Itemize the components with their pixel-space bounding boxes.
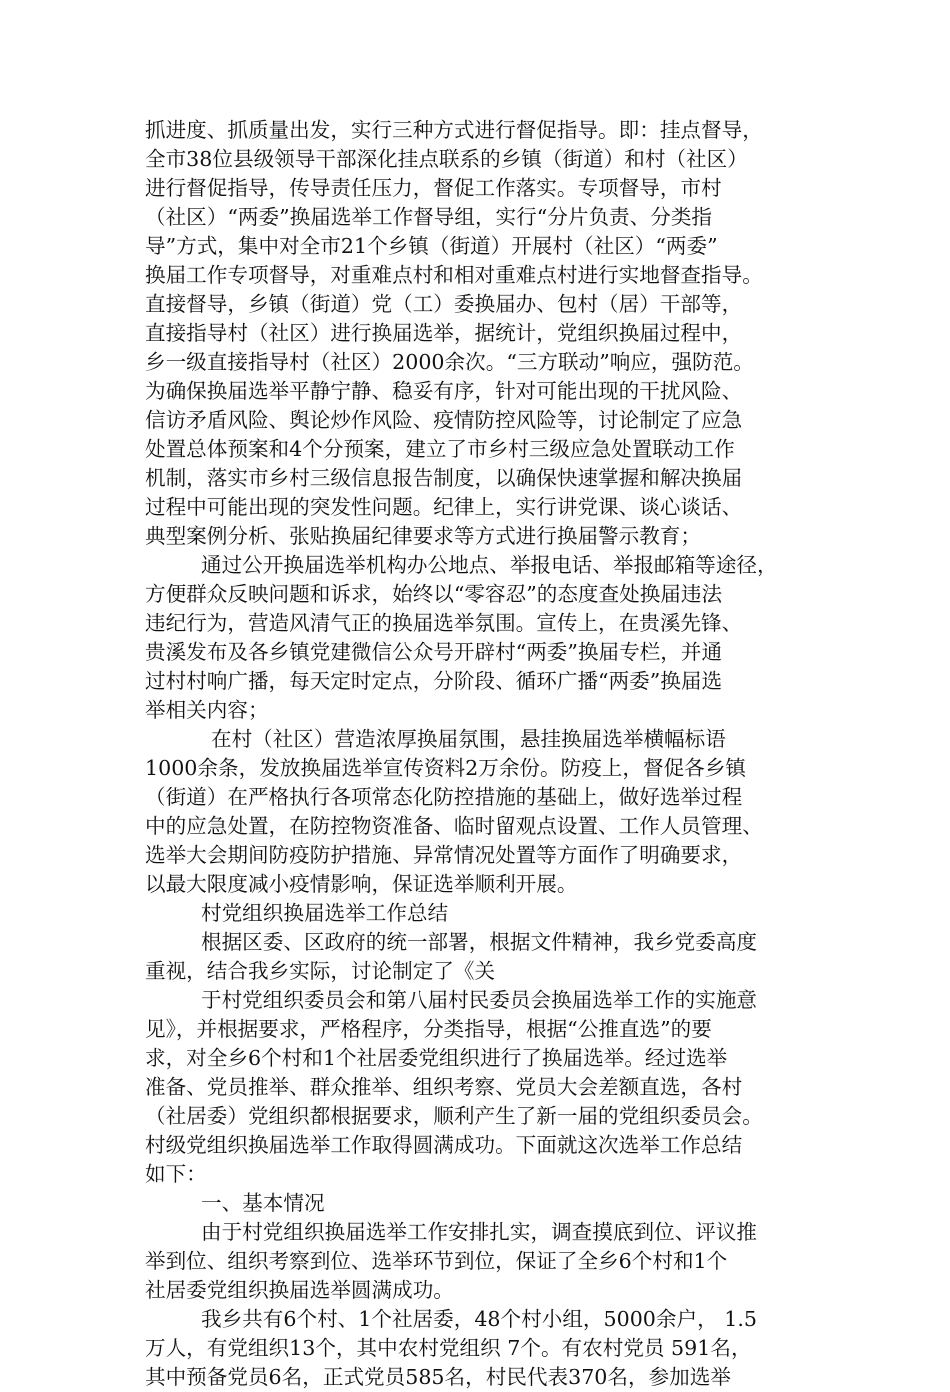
body-text (145, 116, 825, 1392)
text-line: 中的应急处置，在防控物资准备、临时留观点设置、工作人员管理、 (145, 814, 763, 838)
text-line: 处置总体预案和4个分预案，建立了市乡村三级应急处置联动工作 (145, 437, 735, 461)
text-line: 在村（社区）营造浓厚换届氛围，悬挂换届选举横幅标语 (211, 727, 726, 751)
text-line: 进行督促指导，传导责任压力，督促工作落实。专项督导，市村 (145, 176, 722, 200)
text-line: 社居委党组织换届选举圆满成功。 (145, 1278, 454, 1302)
text-line: 信访矛盾风险、舆论炒作风险、疫情防控风险等，讨论制定了应急 (145, 408, 743, 432)
text-line: 为确保换届选举平静宁静、稳妥有序，针对可能出现的干扰风险、 (145, 379, 743, 403)
text-line: 换届工作专项督导，对重难点村和相对重难点村进行实地督查指导。 (145, 263, 763, 287)
text-line: 方便群众反映问题和诉求，始终以“零容忍”的态度查处换届违法 (145, 582, 723, 606)
text-line: 过村村响广播，每天定时定点，分阶段、循环广播“两委”换届选 (145, 669, 723, 693)
text-line: 由于村党组织换届选举工作安排扎实，调查摸底到位、评议推 (201, 1220, 758, 1244)
text-line: 举相关内容； (145, 698, 269, 722)
text-line: 如下： (145, 1162, 207, 1186)
text-line: 直接督导，乡镇（街道）党（工）委换届办、包村（居）干部等， (145, 292, 743, 316)
text-line: 举到位、组织考察到位、选举环节到位，保证了全乡6个村和1个 (145, 1249, 728, 1273)
text-line: （街道）在严格执行各项常态化防控措施的基础上，做好选举过程 (145, 785, 743, 809)
text-line: 选举大会期间防疫防护措施、异常情况处置等方面作了明确要求， (145, 843, 743, 867)
text-line: 重视，结合我乡实际，讨论制定了《关 (145, 959, 496, 983)
text-line: 过程中可能出现的突发性问题。纪律上，实行讲党课、谈心谈话、 (145, 495, 743, 519)
text-line: 根据区委、区政府的统一部署，根据文件精神，我乡党委高度 (201, 930, 758, 954)
text-line: 抓进度、抓质量出发，实行三种方式进行督促指导。即：挂点督导， (145, 118, 763, 142)
text-line: 乡一级直接指导村（社区）2000余次。“三方联动”响应，强防范。 (145, 350, 754, 374)
text-line: （社居委）党组织都根据要求，顺利产生了新一届的党组织委员会。 (145, 1104, 763, 1128)
text-line: 以最大限度减小疫情影响，保证选举顺利开展。 (145, 872, 578, 896)
text-line: 全市38位县级领导干部深化挂点联系的乡镇（街道）和村（社区） (145, 147, 748, 171)
text-line: 典型案例分析、张贴换届纪律要求等方式进行换届警示教育； (145, 524, 702, 548)
text-line: 直接指导村（社区）进行换届选举，据统计，党组织换届过程中， (145, 321, 743, 345)
text-line: 违纪行为，营造风清气正的换届选举氛围。宣传上，在贵溪先锋、 (145, 611, 743, 635)
text-line: 见》，并根据要求，严格程序，分类指导，根据“公推直选”的要 (145, 1017, 712, 1041)
text-line: 于村党组织委员会和第八届村民委员会换届选举工作的实施意 (201, 988, 758, 1012)
text-line: 万人，有党组织13个，其中农村党组织 7个。有农村党员 591名， (145, 1336, 752, 1360)
text-line: 通过公开换届选举机构办公地点、举报电话、举报邮箱等途径， (201, 553, 778, 577)
text-line: 1000余条，发放换届选举宣传资料2万余份。防疫上，督促各乡镇 (145, 756, 746, 780)
text-line: 贵溪发布及各乡镇党建微信公众号开辟村“两委”换届专栏，并通 (145, 640, 723, 664)
text-line: 村党组织换届选举工作总结 (201, 901, 449, 925)
text-line: 我乡共有6个村、1个社居委，48个村小组，5000余户， 1.5 (201, 1307, 757, 1331)
text-line: 村级党组织换届选举工作取得圆满成功。下面就这次选举工作总结 (145, 1133, 743, 1157)
text-line: 导”方式，集中对全市21个乡镇（街道）开展村（社区）“两委” (145, 234, 718, 258)
text-line: （社区）“两委”换届选举工作督导组，实行“分片负责、分类指 (145, 205, 713, 229)
text-line: 机制，落实市乡村三级信息报告制度，以确保快速掌握和解决换届 (145, 466, 743, 490)
text-line: 求，对全乡6个村和1个社居委党组织进行了换届选举。经过选举 (145, 1046, 728, 1070)
text-line: 准备、党员推举、群众推举、组织考察、党员大会差额直选，各村 (145, 1075, 743, 1099)
text-line: 其中预备党员6名，正式党员585名，村民代表370名，参加选举 (145, 1365, 731, 1389)
text-line: 一、基本情况 (201, 1191, 325, 1215)
